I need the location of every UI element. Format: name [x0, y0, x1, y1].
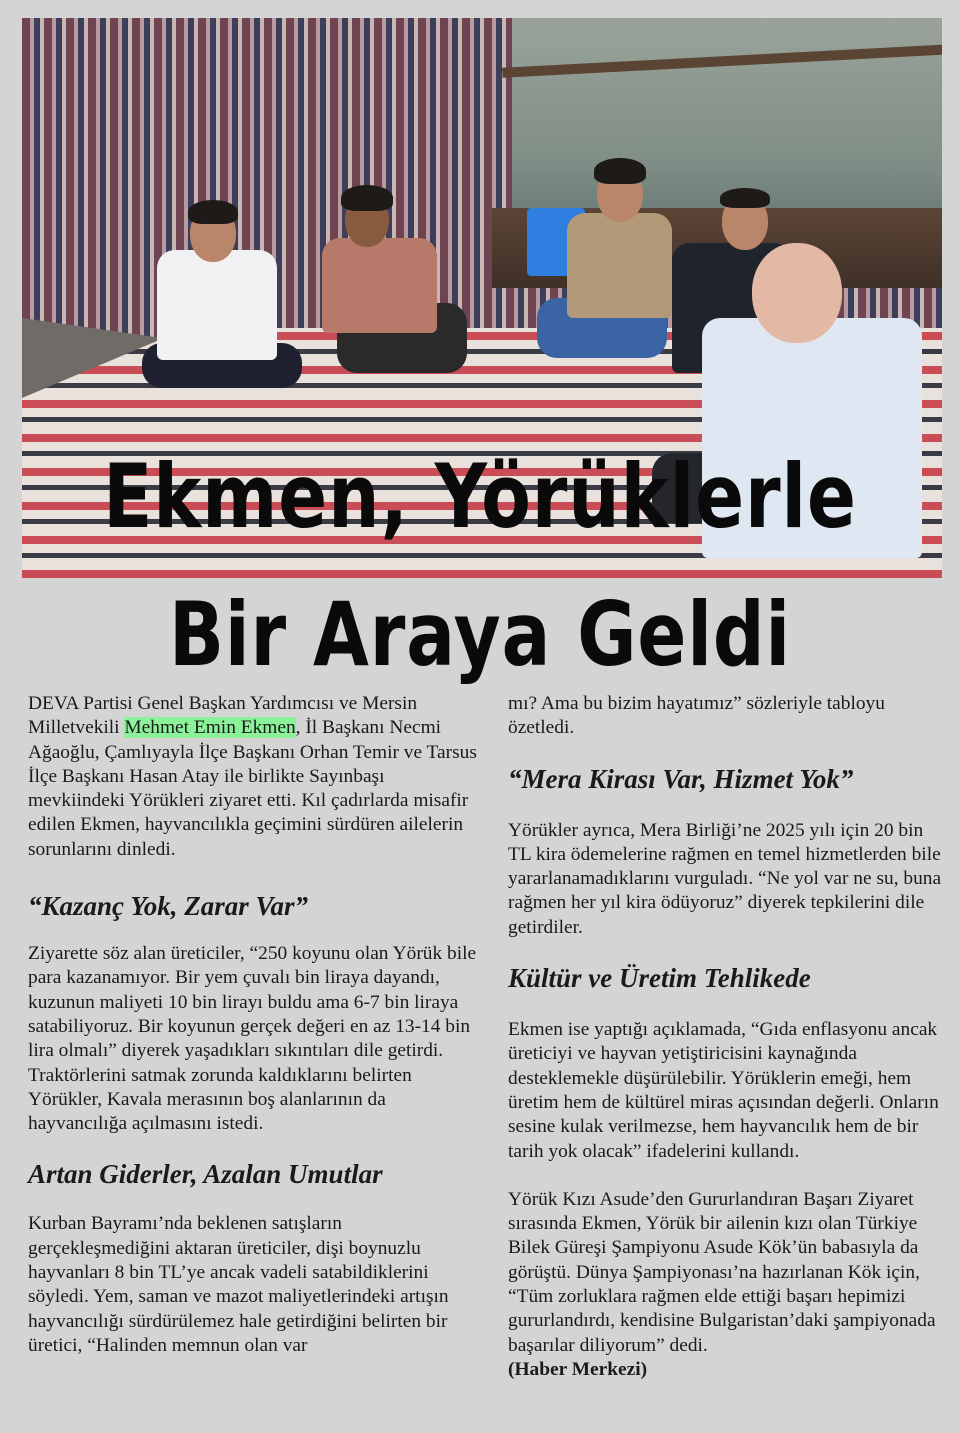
- person-white-shirt: [132, 198, 312, 418]
- section-body-4: Ekmen ise yaptığı açıklamada, “Gıda enflasyonu ancak üreticiyi ve hayvan yetiştiricisini kaynağında desteklemekle düşürülebilir. Yörüklerin emeği, hem üretim hem de kültürel miras açısından değerli. Onların sesine kulak verilmezse, hem hayvancılık hem de bir tarih yok olacak” ifadelerini kullandı.: [508, 1019, 939, 1162]
- section-heading-1: “Kazanç Yok, Zarar Var”: [28, 891, 309, 922]
- section-body-1: Ziyarette söz alan üreticiler, “250 koyunu olan Yörük bile para kazanamıyor. Bir yem çuvalı bin liraya dayandı, kuzunun maliyeti 10 bin lirayı buldu ama 6-7 bin liraya satabiliyoruz. Bir koyunun gerçek değeri en az 13-14 bin lira olmalı” diyerek yaşadıkları sıkıntıları dile getirdi. Traktörlerini satmak zorunda kaldıklarını belirten Yörükler, Kavala merasının boş alanlarının da hayvancılığa açılmasını istedi.: [28, 943, 477, 1135]
- section-body-2: Kurban Bayramı’nda beklenen satışların gerçekleşmediğini aktaran üreticiler, dişi boynuzlu hayvanları 8 bin TL’ye ancak vadeli satabildiklerini söyledi. Yem, saman ve mazot maliyetlerindeki artışın hayvancılığı sürdürülemez hale getirdiğini belirten bir üretici, “Halinden memnun olan var: [28, 1213, 449, 1356]
- section-body-3: Yörükler ayrıca, Mera Birliği’ne 2025 yılı için 20 bin TL kira ödemelerine rağmen en temel hizmetlerden bile yararlanamadıklarını vurguladı. “Ne yol var ne su, buna rağmen her yıl kira ödüyoruz” diyerek tepkilerini dile getirdiler.: [508, 819, 942, 938]
- section-heading-2: Artan Giderler, Azalan Umutlar: [28, 1159, 383, 1190]
- intro-paragraph: DEVA Partisi Genel Başkan Yardımcısı ve Mersin Milletvekili Mehmet Emin Ekmen, İl Başkanı Necmi Ağaoğlu, Çamlıyayla İlçe Başkanı Orhan Temir ve Tarsus İlçe Başkanı Hasan Atay ile birlikte Sayınbaşı mevkiindeki Yörükleri ziyaret etti. Kıl çadırlarda misafir edilen Ekmen, hayvancılıkla geçimini sürdüren ailelerin sorunlarını dinledi.: [28, 693, 477, 860]
- byline: (Haber Merkezi): [508, 1358, 648, 1380]
- headline-line-1: Ekmen, Yörüklerle: [103, 445, 857, 548]
- section-heading-4: Kültür ve Üretim Tehlikede: [508, 963, 811, 994]
- person-checked-shirt: [307, 183, 477, 383]
- section-body-2-continued: mı? Ama bu bizim hayatımız” sözleriyle tabloyu özetledi.: [508, 693, 885, 739]
- section-heading-3: “Mera Kirası Var, Hizmet Yok”: [508, 763, 854, 794]
- section-body-5: Yörük Kızı Asude’den Gururlandıran Başarı Ziyaret sırasında Ekmen, Yörük bir ailenin kızı olan Türkiye Bilek Güreşi Şampiyonu Asude Kök’ün babasıyla da görüştü. Dünya Şampiyonası’na hazırlanan Kök için, “Tüm zorluklara rağmen elde ettiği başarı hepimizi gururlandırdı, kendisine Bulgaristan’daki şampiyonada başarılar diliyorum” dedi.: [508, 1188, 936, 1356]
- highlighted-name: Mehmet Emin Ekmen: [124, 717, 296, 739]
- headline-line-2: Bir Araya Geldi: [168, 583, 792, 686]
- right-column: [508, 692, 948, 1382]
- left-column: [28, 692, 478, 1358]
